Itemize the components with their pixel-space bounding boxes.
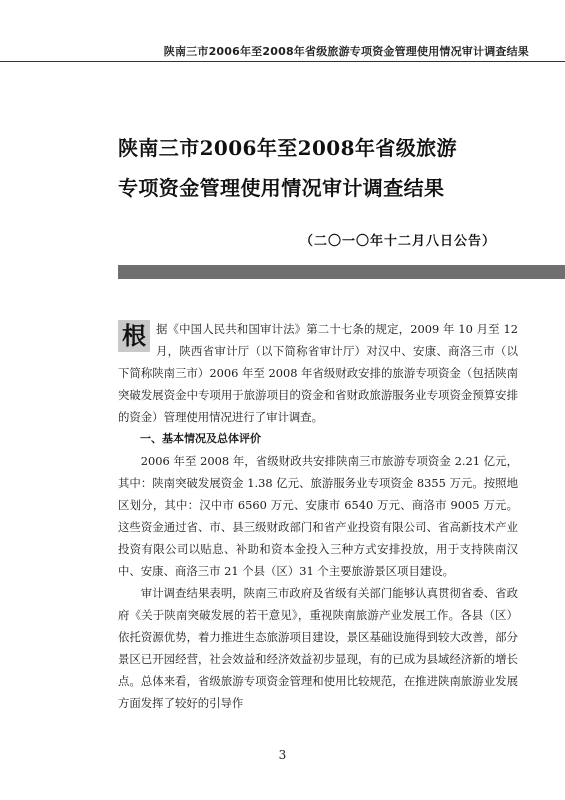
body-text [118, 318, 518, 714]
title-line-1: 陕南三市2006年至2008年省级旅游 [118, 136, 457, 160]
intro-text: 据《中国人民共和国审计法》第二十七条的规定，2009 年 10 月至 12 月，陕西省审计厅（以下简称省审计厅）对汉中、安康、商洛三市（以下简称陕南三市）2006 年至 2008 年省级财政安排的旅游专项资金（包括陕南突破发展资金中专项用于旅游项目的资金和省财政旅游服务业专项资金预算安排的资金）管理使用情况进行了审计调查。 [118, 322, 518, 424]
section-heading: 一、基本情况及总体评价 [140, 432, 261, 445]
document-title [118, 128, 538, 208]
drop-cap: 根 [118, 320, 150, 352]
header-rule [0, 61, 565, 62]
paragraph-findings: 审计调查结果表明，陕南三市政府及省级有关部门能够认真贯彻省委、省政府《关于陕南突破发展的若干意见》，重视陕南旅游产业发展工作。各县（区）依托资源优势，着力推进生态旅游项目建设，景区基础设施得到较大改善，部分景区已开园经营，社会效益和经济效益初步显现，有的已成为县域经济新的增长点。总体来看，省级旅游专项资金管理和使用比较规范，在推进陕南旅游业发展方面发挥了较好的引导作 [118, 586, 518, 710]
decorative-bar [118, 265, 565, 279]
paragraph-funding: 2006 年至 2008 年，省级财政共安排陕南三市旅游专项资金 2.21 亿元，其中：陕南突破发展资金 1.38 亿元、旅游服务业专项资金 8355 万元。按照地区划分，其中：汉中市 6560 万元、安康市 6540 万元、商洛市 9005 万元。这些资金通过省、市、县三级财政部门和省产业投资有限公司、省高新技术产业投资有限公司以贴息、补助和资本金投入三种方式安排投放，用于支持陕南汉中、安康、商洛三市 21 个县（区）31 个主要旅游景区项目建设。 [118, 454, 518, 578]
running-head: 陕南三市2006年至2008年省级旅游专项资金管理使用情况审计调查结果 [163, 45, 529, 58]
announcement-date: （二〇一〇年十二月八日公告） [300, 234, 497, 249]
title-line-2: 专项资金管理使用情况审计调查结果 [118, 176, 445, 200]
page-number: 3 [278, 748, 287, 762]
intro-paragraph [118, 318, 518, 428]
